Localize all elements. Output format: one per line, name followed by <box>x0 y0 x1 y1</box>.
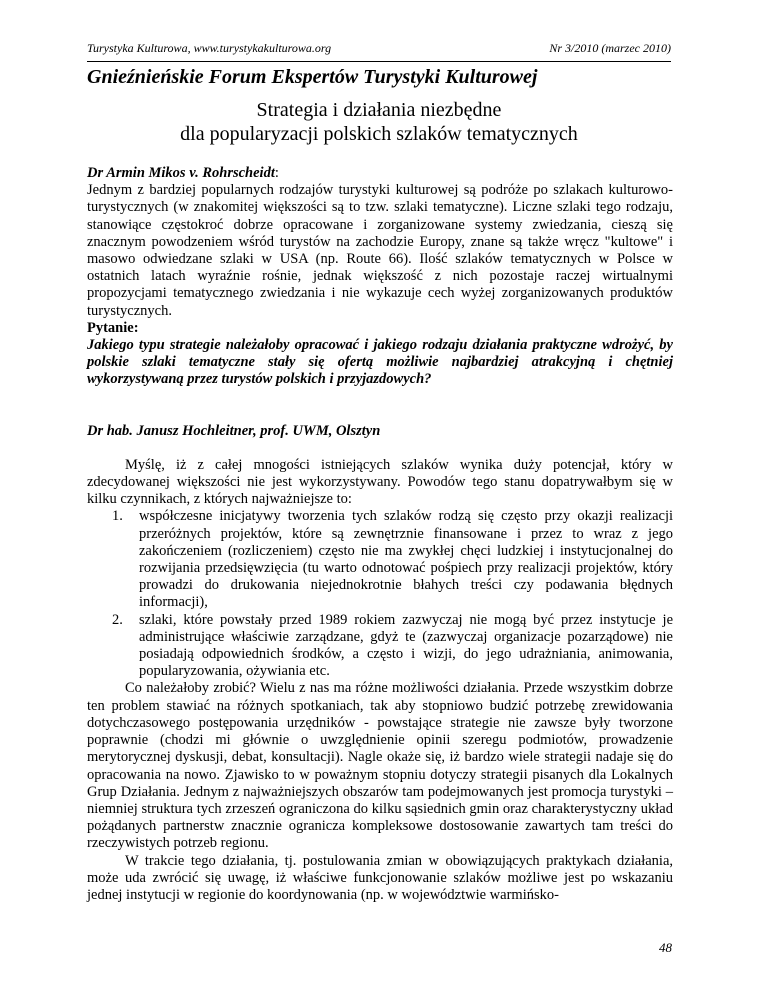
intro-paragraph: Jednym z bardziej popularnych rodzajów turystyki kulturowej są podróże po szlakach kulturowo-turystycznych (w znakomitej większości są to tzw. szlaki tematyczne). Liczne szlaki tego rodzaju, stanowiące częstokroć dobrze opracowane i zorganizowane systemy zwiedzania, cieszą się znacznym powodzeniem wśród turystów na zachodzie Europy, znane są także wręcz "kultowe" i masowo odwiedzane szlaki w USA (np. Route 66). Ilość szlaków tematycznych w Polsce w ostatnich latach wyraźnie rośnie, jednak większość z nich pozostaje raczej wirtualnymi propozycjami tematycznego zwiedzania i nie wykazuje cech wyżej zorganizowanych produktów turystycznych. <box>87 182 673 319</box>
article-body <box>87 165 673 904</box>
intro-author: Dr Armin Mikos v. Rohrscheidt <box>87 165 275 181</box>
intro-author-colon: : <box>274 165 279 181</box>
list-item-number: 1. <box>112 508 123 525</box>
article-title-line-2: dla popularyzacji polskich szlaków tematycznych <box>180 123 578 145</box>
journal-name: Turystyka Kulturowa, www.turystykakulturowa.org <box>87 41 332 55</box>
list-item <box>87 612 673 681</box>
list-item-number: 2. <box>112 611 123 628</box>
list-item-text: współczesne inicjatywy tworzenia tych szlaków rodzą się często przy okazji realizacji przeróżnych projektów, które są zewnętrznie finansowane i przez to wraz z jego zakończeniem (rozliczeniem) często nie ma zwykłej chęci ludzkiej i instytucjonalnej do rozwijania przedsięwzięcia (tu warto odnotować pośpiech przy realizacji projektów, który prowadzi do drukowania niejednokrotnie błahych treści czy podawania błędnych informacji), <box>139 508 673 611</box>
question-label: Pytanie: <box>87 319 139 336</box>
response-author: Dr hab. Janusz Hochleitner, prof. UWM, Olsztyn <box>87 422 381 439</box>
response-paragraph-3: W trakcie tego działania, tj. postulowania zmian w obowiązujących praktykach działania, może uda zwrócić się uwagę, iż właściwe funkcjonowanie szlaków możliwe jest po wskazaniu jednej instytucji w regionie do koordynowania (np. w województwie warmińsko- <box>87 852 673 903</box>
section-spacer <box>87 389 673 423</box>
forum-title: Gnieźnieńskie Forum Ekspertów Turystyki Kulturowej <box>87 66 538 88</box>
response-paragraph-1: Myślę, iż z całej mnogości istniejących szlaków wynika duży potencjał, który w zdecydowanej większości nie jest wykorzystywany. Powodów tego stanu dopatrywałbym się w kilku czynnikach, z których najważniejsze to: <box>87 456 673 508</box>
list-item-text: szlaki, które powstały przed 1989 rokiem zazwyczaj nie mogą być przez instytucje je administrujące właściwie zarządzane, gdyż te (zazwyczaj organizacje pozarządowe) nie posiadają odpowiednich środków, a często i wizji, do jego udrażniania, animowania, popularyzowania, ożywiania etc. <box>139 611 673 680</box>
intro-author-line <box>87 165 673 182</box>
running-header <box>87 41 671 62</box>
list-item <box>87 508 673 611</box>
question-text: Jakiego typu strategie należałoby opracować i jakiego rodzaju działania praktyczne wdrożyć, by polskie szlaki tematyczne stały się ofertą możliwie najbardziej atrakcyjną i chętniej wykorzystywaną przez turystów polskich i przyjazdowych? <box>87 337 673 388</box>
page-number: 48 <box>659 940 672 955</box>
response-paragraph-2: Co należałoby zrobić? Wielu z nas ma różne możliwości działania. Przede wszystkim dobrze ten problem stawiać na różnych spotkaniach, tak aby stopniowo budzić potrzebę zrewidowania dotychczasowego postępowania urzędników - powstające strategie nie zawsze były tworzone poprawnie (chodzi mi głównie o uwzględnienie opinii szeregu podmiotów, prowadzenie merytorycznej dyskusji, debat, konsultacji). Nagle okaże się, iż bardzo wiele strategii nadaje się do opracowania na nowo. Zjawisko to w poważnym stopniu dotyczy strategii pisanych dla Lokalnych Grup Działania. Jednym z najważniejszych obszarów tam podejmowanych jest promocja turystyki – niemniej struktura tych zrzeszeń ograniczona do kilku sąsiednich gmin oraz charakterystyczny układ pożądanych partnerstw znacznie ogranicza kompleksowe dostosowanie zawartych tam treści do rzeczywistych potrzeb regionu. <box>87 680 673 852</box>
issue-number: Nr 3/2010 (marzec 2010) <box>549 41 671 55</box>
section-spacer-small <box>87 440 673 457</box>
article-title <box>87 98 671 146</box>
reasons-list <box>87 508 673 680</box>
article-title-line-1: Strategia i działania niezbędne <box>256 99 502 121</box>
